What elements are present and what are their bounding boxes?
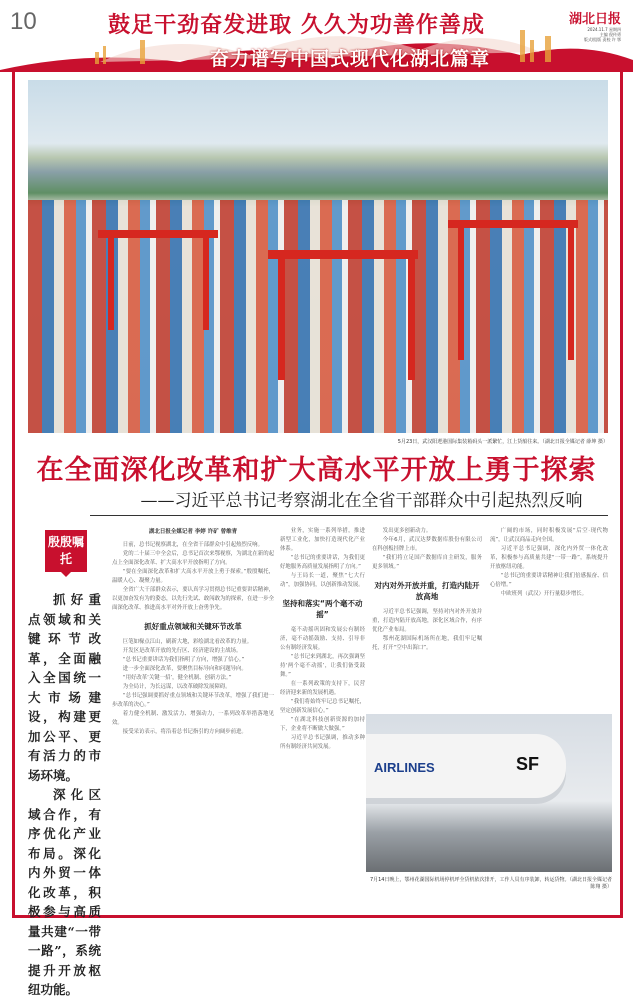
paragraph: 业务，实施一系列举措，推进新型工业化，加快打造现代化产业体系。 [280, 528, 365, 552]
crane [98, 230, 218, 238]
airline-livery: AIRLINES [374, 760, 435, 775]
paragraph: “我们将立足国产数据库自主研发，服务更多领域。” [372, 555, 482, 570]
paragraph: “要在全面深化改革和扩大高水平开放上勇于探索。”殷殷嘱托，温暖人心、凝聚力量。 [112, 569, 274, 584]
paragraph: 为全局计，为长远谋，以改革破除发展障碍。 [122, 684, 231, 690]
paragraph: 鄂州花湖国际机场所在地，我们牢记嘱托，打开“空中出海口”。 [372, 636, 482, 651]
design-credit: 版式/组版 责校 许 鄂 [583, 37, 621, 42]
banner-slogan: 鼓足干劲奋发进取 久久为功善作善成 [108, 12, 485, 38]
photo2-caption: 7月14日晚上，鄂州花湖国际机场停机坪全货机依次排开，工作人员有序装卸，转运货物。（湖北日报全媒记者 陈翔 摄） [369, 877, 612, 890]
paragraph: 发出更多创新动力。 [382, 528, 432, 534]
sf-logo: SF [516, 754, 540, 774]
paragraph: 习近平总书记强调，坚持对内对外开放并重，打造内陆开放高地，深化区域合作，有序优化产业布局。 [372, 609, 482, 633]
port-photo [28, 80, 608, 433]
paragraph: 巨笔如椽点江山，刷新大地，彩绘湖北看改革的力量。 [122, 639, 253, 645]
article-column-1 [112, 527, 274, 877]
subtitle: ——习近平总书记考察湖北在全省干部群众中引起热烈反响 [140, 491, 583, 511]
paragraph: “用好改革‘关键一招’，健全机制、创新方法。” [122, 675, 232, 681]
paragraph: “在湖北科技创新资源的加持下，企业将不断做大做强。” [280, 717, 365, 732]
paragraph: 党的二十届三中全会后，总书记首次来鄂视察，为湖北在新的起点上全面深化改革、扩大高水平开放指明了方向。 [112, 551, 274, 566]
crane [108, 230, 114, 330]
section-tag: 殷殷嘱托 [45, 530, 87, 572]
paragraph: 日前，总书记视察湖北，在全省干部群众中引起热烈反响。 [122, 542, 263, 548]
issue-date: 2024.11.7 星期四 [587, 27, 621, 32]
paragraph: “总书记来到湖北，再次强调坚持‘两个毫不动摇’，让我们备受鼓舞。” [280, 654, 365, 678]
paragraph: 毫不动摇巩固和发展公有制经济，毫不动摇鼓励、支持、引导非公有制经济发展。 [280, 627, 365, 651]
crane [568, 220, 574, 360]
paragraph: 在一系列政策的支持下，民营经济迎来新的发展机遇。 [280, 681, 365, 696]
photo1-caption: 5月23日，武汉阳逻港国际集装箱码头一派繁忙，江上货船往来。（湖北日报全媒记者 薛坤 摄） [397, 439, 608, 445]
crane [448, 220, 578, 228]
paragraph: 习近平总书记强调，深化内外贸一体化改革，积极参与高质量共建“一带一路”，系统提升开放枢纽功能。 [490, 546, 608, 570]
paragraph: 着力健全机制、激发活力、增强动力，一系列改革举措落地见效。 [112, 711, 274, 726]
paragraph: 接受采访表示，将沿着总书记指引的方向阔步前进。 [122, 729, 247, 735]
paragraph: “总书记的重要讲话精神让我们倍感振奋、信心倍增。” [490, 573, 608, 588]
editor-credit: 主编 倪传勇 [599, 32, 621, 37]
airport-photo [366, 714, 612, 872]
crane [408, 250, 415, 380]
quote-paragraph: 抓好重点领域和关键环节改革，全面融入全国统一大市场建设，构建更加公平、更有活力的市场环境。 [28, 592, 101, 783]
article-column-2 [280, 527, 365, 877]
paragraph: 中欧班列（武汉）开行量稳步增长。 [500, 591, 588, 597]
paragraph: 今年6月，武汉达梦数据库股份有限公司在科创板挂牌上市。 [372, 537, 482, 552]
newspaper-logo: 湖北日报 [568, 12, 621, 27]
subheading: 坚持和落实“两个毫不动摇” [282, 599, 363, 619]
subheading: 对内对外开放并重，打造内陆开放高地 [374, 581, 480, 601]
paragraph: 习近平总书记强调，推动多种所有制经济共同发展。 [280, 735, 365, 750]
crane [268, 250, 418, 259]
subheading: 抓好重点领域和关键环节改革 [144, 622, 242, 631]
crane [278, 250, 285, 380]
paragraph: 进一步全面深化改革，要聚焦目标导向和问题导向。 [122, 666, 247, 672]
sidebar-quote [28, 590, 101, 1000]
paragraph: “总书记的重要讲话，为我们更好地服务高质量发展指明了方向。” [280, 555, 365, 570]
paragraph: “我们将始终牢记总书记嘱托，坚定创新发展信心。” [280, 699, 365, 714]
paragraph: 与王局长一道，聚焦“七大行动”，加强协同，以创新推动发展。 [280, 573, 365, 588]
byline: 湖北日报全媒记者 李婷 许矿 曾维青 [148, 529, 238, 535]
quote-paragraph: 深化区域合作，有序优化产业布局。深化内外贸一体化改革，积极参与高质量共建“一带一路”，系统提升开放枢纽功能。 [28, 787, 101, 997]
headline: 在全面深化改革和扩大高水平开放上勇于探索 [36, 455, 597, 486]
crane [458, 220, 464, 360]
banner-sub-slogan: 奋力谱写中国式现代化湖北篇章 [210, 48, 491, 70]
paragraph: 开发区是改革开放的先行区、经济建设的主战场。 [122, 648, 242, 654]
divider [90, 515, 608, 516]
paragraph: 全省广大干部群众表示，要认真学习贯彻总书记重要讲话精神，以更加奋发有为的姿态，以先行先试、敢闯敢为的探索，在进一步全面深化改革、推进高水平对外开放上奋勇争先。 [112, 587, 274, 611]
article-column-4 [490, 527, 608, 709]
cargo-plane [366, 734, 566, 804]
page-number: 10 [10, 8, 37, 35]
paragraph: “总书记强调要抓好重点领域和关键环节改革，增强了我们进一步改革的决心。” [112, 693, 274, 708]
crane [203, 230, 209, 330]
masthead [569, 8, 621, 42]
paragraph: 广阔的市场，同时积极发展“后空·现代物流”，让武汉商品走向全国。 [490, 528, 608, 543]
article-column-3 [372, 527, 482, 709]
paragraph: “总书记重要讲话为我们指明了方向，增强了信心。” [122, 657, 245, 663]
